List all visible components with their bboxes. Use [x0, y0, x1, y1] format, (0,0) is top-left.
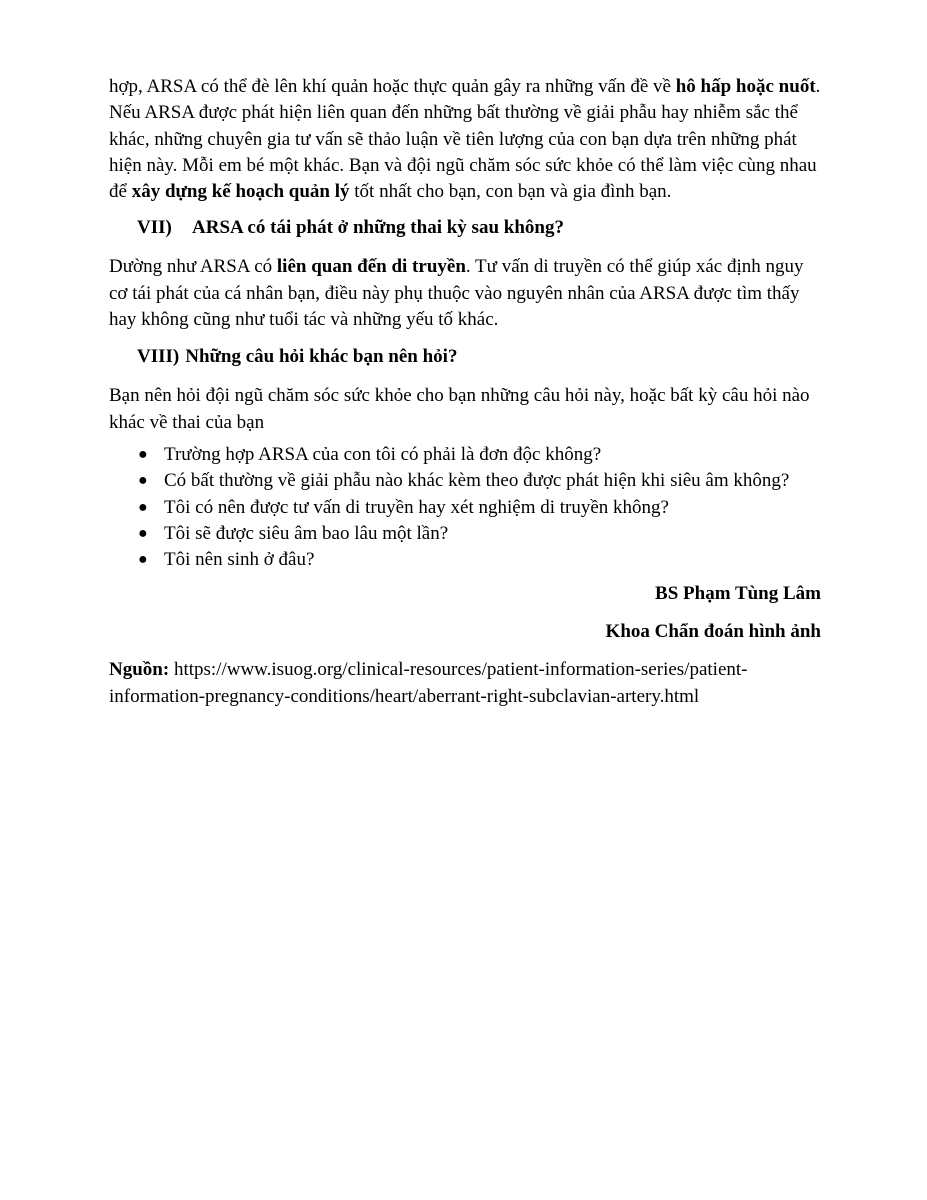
bold-phrase-breathing-swallowing: hô hấp hoặc nuốt [675, 76, 816, 97]
list-item [109, 442, 821, 468]
bullet-icon: ● [138, 445, 148, 463]
list-item [109, 521, 821, 547]
section-heading-questions [137, 344, 821, 370]
section-number: VIII) [137, 346, 180, 368]
paragraph-questions-intro: Bạn nên hỏi đội ngũ chăm sóc sức khỏe cho bạn những câu hỏi này, hoặc bất kỳ câu hỏi nào khác về thai của bạn [109, 385, 810, 433]
source-citation [109, 657, 821, 710]
list-item [109, 468, 821, 494]
list-item-text: Tôi có nên được tư vấn di truyền hay xét nghiệm di truyền không? [164, 496, 669, 518]
bullet-icon: ● [138, 524, 148, 542]
list-item-text: Tôi nên sinh ở đâu? [164, 549, 315, 571]
section-number: VII) [137, 217, 172, 239]
list-item-text: Trường hợp ARSA của con tôi có phải là đơn độc không? [164, 443, 602, 465]
list-item [109, 547, 821, 573]
page-content [109, 74, 821, 710]
paragraph-text: tốt nhất cho bạn, con bạn và gia đình bạn. [349, 181, 672, 203]
source-url: https://www.isuog.org/clinical-resources/patient-information-series/patient-information-pregnancy-conditions/heart/aberrant-right-subclavian-artery.html [109, 659, 748, 707]
paragraph-prognosis [109, 74, 821, 205]
list-item-text: Tôi sẽ được siêu âm bao lâu một lần? [164, 522, 449, 544]
questions-list [109, 442, 821, 573]
bold-phrase-genetic: liên quan đến di truyền [276, 256, 466, 278]
paragraph-text: . Tư vấn di truyền có thể giúp xác định nguy cơ tái phát của cá nhân bạn, điều này phụ thuộc vào nguyên nhân của ARSA được tìm thấy hay không cũng như tuổi tác và những yếu tố khác. [109, 256, 804, 331]
source-label: Nguồn: [109, 659, 170, 681]
signature-name: BS Phạm Tùng Lâm [655, 583, 821, 605]
list-item [109, 495, 821, 521]
paragraph-text: . Nếu ARSA được phát hiện liên quan đến những bất thường về giải phẫu hay nhiễm sắc thể khác, những chuyên gia tư vấn sẽ thảo luận về tiên lượng của con bạn dựa trên những phát hiện này. Mỗi em bé một khác. Bạn và đội ngũ chăm sóc sức khỏe có thể làm việc cùng nhau để [109, 76, 821, 203]
list-item-text: Có bất thường về giải phẫu nào khác kèm theo được phát hiện khi siêu âm không? [164, 470, 790, 492]
section-heading-recurrence [137, 215, 821, 241]
bullet-icon: ● [138, 551, 148, 569]
section-title: ARSA có tái phát ở những thai kỳ sau không? [192, 217, 564, 239]
paragraph-text: hợp, ARSA có thể đè lên khí quản hoặc thực quản gây ra những vấn đề về [109, 76, 676, 97]
paragraph-genetics [109, 254, 821, 333]
signature-department: Khoa Chẩn đoán hình ảnh [605, 621, 821, 643]
bullet-icon: ● [138, 472, 148, 490]
section-title: Những câu hỏi khác bạn nên hỏi? [185, 346, 458, 368]
bullet-icon: ● [138, 498, 148, 516]
paragraph-text: Dường như ARSA có [109, 256, 277, 278]
bold-phrase-management-plan: xây dựng kế hoạch quản lý [131, 181, 350, 203]
